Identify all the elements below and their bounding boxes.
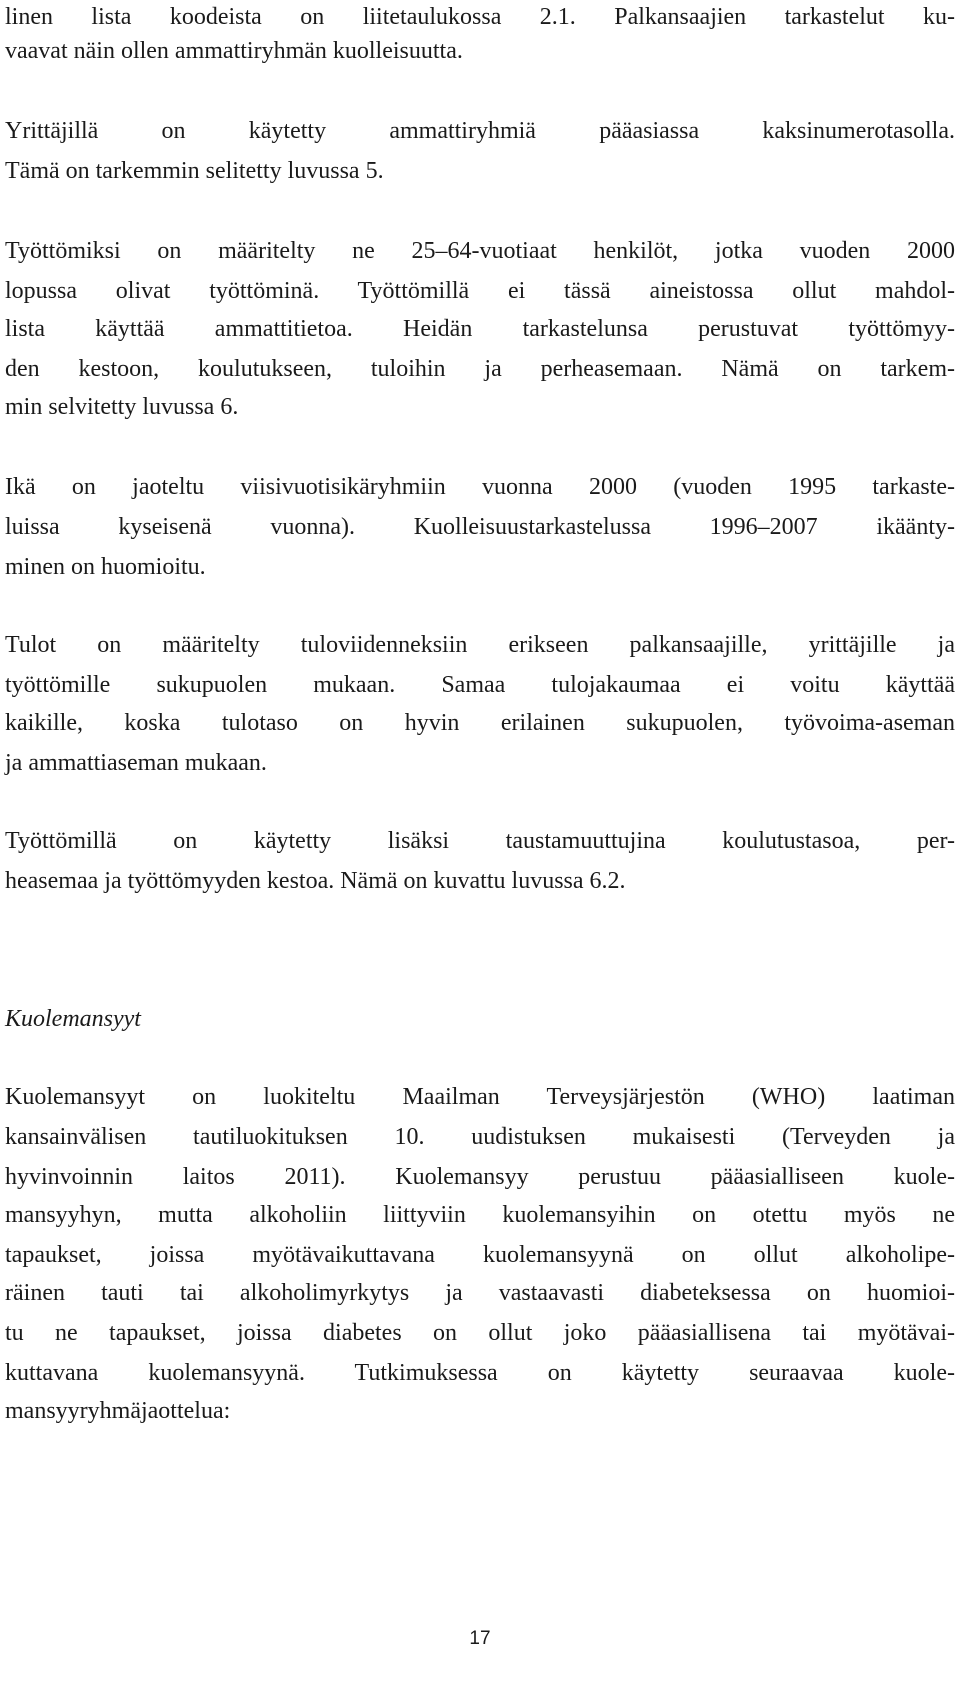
body-text-line: minen on huomioitu. xyxy=(5,554,206,580)
body-text-line: Tämä on tarkemmin selitetty luvussa 5. xyxy=(5,158,384,184)
body-text-line: Työttömiksi on määritelty ne 25–64-vuotiaat henkilöt, jotka vuoden 2000 xyxy=(5,238,955,264)
body-text-line: Työttömillä on käytetty lisäksi taustamuuttujina koulutustasoa, per- xyxy=(5,828,955,854)
body-text-line: heasemaa ja työttömyyden kestoa. Nämä on kuvattu luvussa 6.2. xyxy=(5,868,626,894)
body-text-line: kuttavana kuolemansyynä. Tutkimuksessa on käytetty seuraavaa kuole- xyxy=(5,1360,955,1386)
body-text-line: ja ammattiaseman mukaan. xyxy=(5,750,267,776)
body-text-line: mansyyhyn, mutta alkoholiin liittyviin kuolemansyihin on otettu myös ne xyxy=(5,1202,955,1228)
body-text-line: tapaukset, joissa myötävaikuttavana kuolemansyynä on ollut alkoholipe- xyxy=(5,1242,955,1268)
body-text-line: työttömille sukupuolen mukaan. Samaa tulojakaumaa ei voitu käyttää xyxy=(5,672,955,698)
page-number: 17 xyxy=(469,1628,491,1649)
body-text-line: lista käyttää ammattitietoa. Heidän tarkastelunsa perustuvat työttömyy- xyxy=(5,316,955,342)
body-text-line: min selvitetty luvussa 6. xyxy=(5,394,239,420)
body-text-line: räinen tauti tai alkoholimyrkytys ja vastaavasti diabeteksessa on huomioi- xyxy=(5,1280,955,1306)
body-text-line: den kestoon, koulutukseen, tuloihin ja perheasemaan. Nämä on tarkem- xyxy=(5,356,955,382)
body-text-line: kansainvälisen tautiluokituksen 10. uudistuksen mukaisesti (Terveyden ja xyxy=(5,1124,955,1150)
body-text-line: mansyyryhmäjaottelua: xyxy=(5,1398,231,1424)
body-text-line: kaikille, koska tulotaso on hyvin erilainen sukupuolen, työvoima-aseman xyxy=(5,710,955,736)
section-heading: Kuolemansyyt xyxy=(5,1006,141,1032)
body-text-line: hyvinvoinnin laitos 2011). Kuolemansyy perustuu pääasialliseen kuole- xyxy=(5,1164,955,1190)
body-text-line: Ikä on jaoteltu viisivuotisikäryhmiin vuonna 2000 (vuoden 1995 tarkaste- xyxy=(5,474,955,500)
body-text-line: Tulot on määritelty tuloviidenneksiin erikseen palkansaajille, yrittäjille ja xyxy=(5,632,955,658)
body-text-line: Kuolemansyyt on luokiteltu Maailman Terveysjärjestön (WHO) laatiman xyxy=(5,1084,955,1110)
body-text-line: Yrittäjillä on käytetty ammattiryhmiä pääasiassa kaksinumerotasolla. xyxy=(5,118,955,144)
body-text-line: vaavat näin ollen ammattiryhmän kuolleisuutta. xyxy=(5,38,463,64)
body-text-line: luissa kyseisenä vuonna). Kuolleisuustarkastelussa 1996–2007 ikäänty- xyxy=(5,514,955,540)
body-text-line: linen lista koodeista on liitetaulukossa 2.1. Palkansaajien tarkastelut ku- xyxy=(5,4,955,30)
body-text-line: tu ne tapaukset, joissa diabetes on ollut joko pääasiallisena tai myötävai- xyxy=(5,1320,955,1346)
body-text-line: lopussa olivat työttöminä. Työttömillä ei tässä aineistossa ollut mahdol- xyxy=(5,278,955,304)
